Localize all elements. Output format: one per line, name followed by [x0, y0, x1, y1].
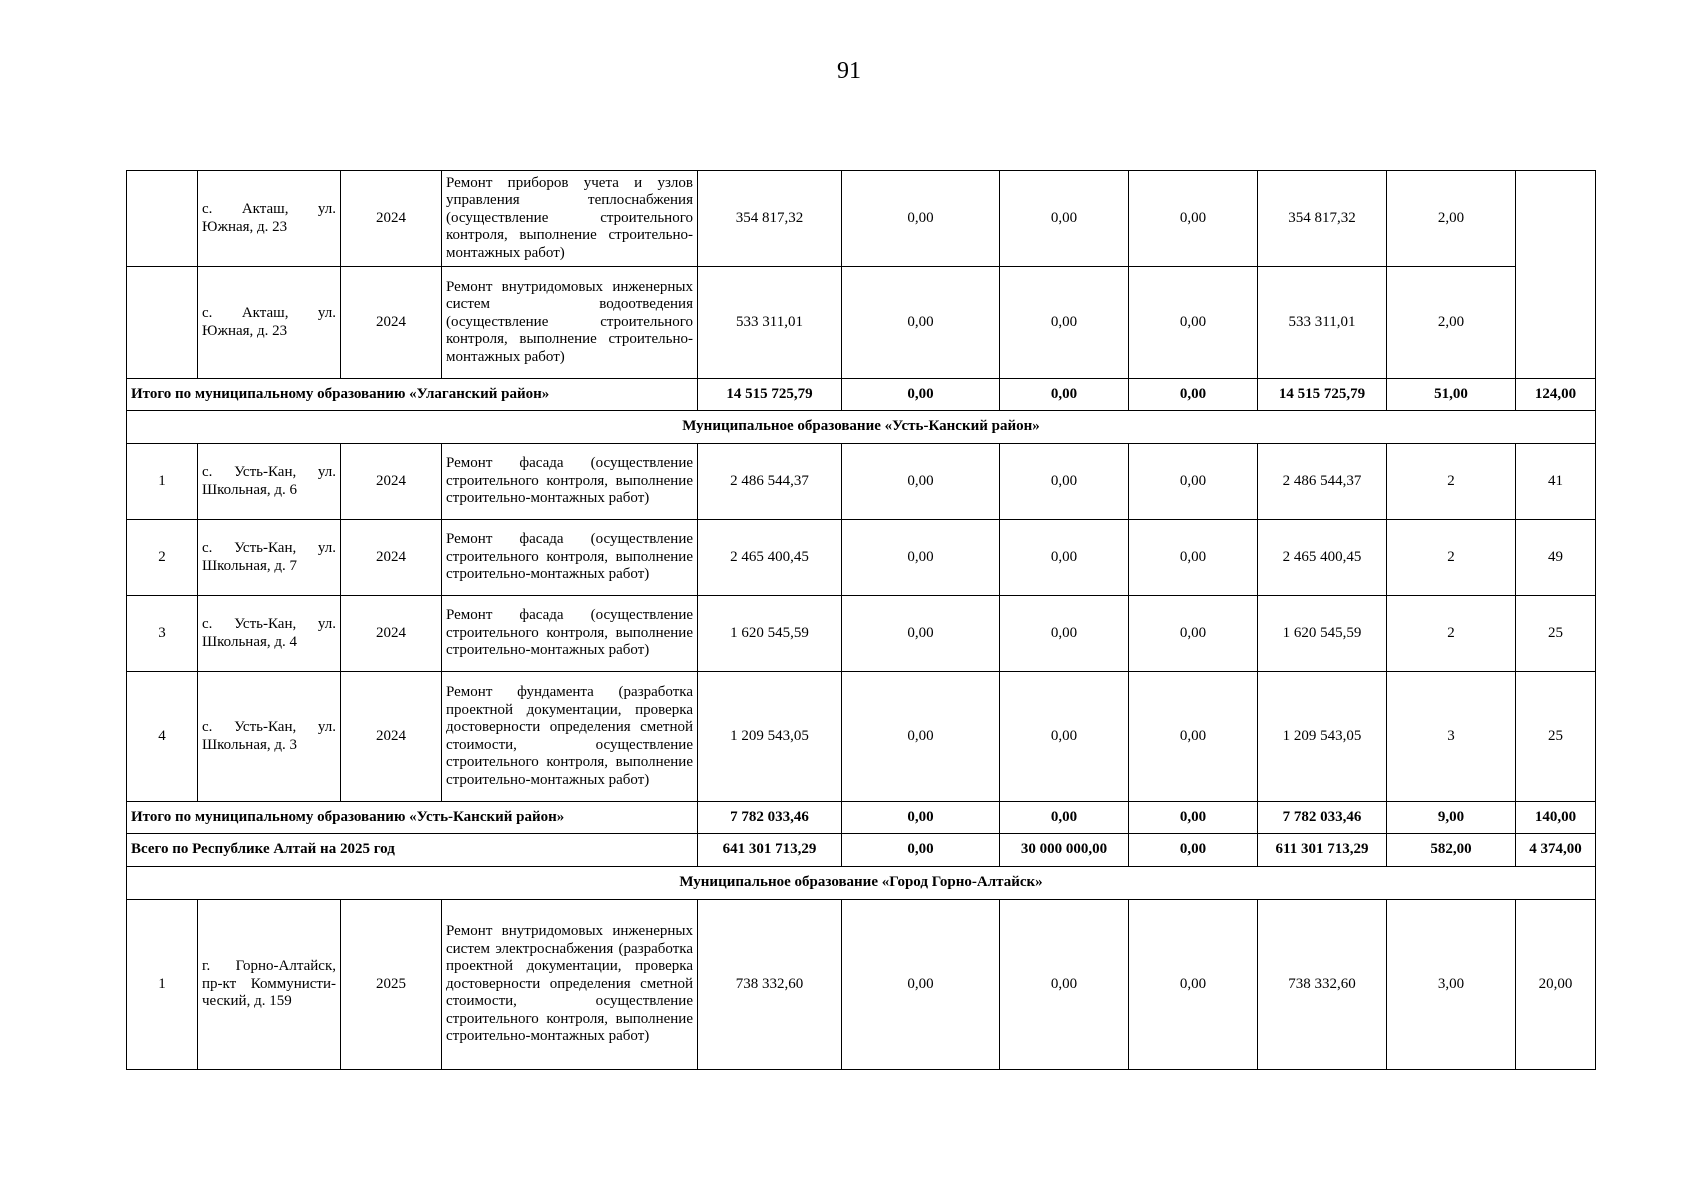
- fund-cell: 0,00: [842, 900, 1000, 1070]
- year-cell: 2024: [341, 171, 442, 267]
- municipal-budget-cell: 0,00: [1129, 379, 1258, 411]
- row-number: [127, 267, 198, 379]
- republic-budget-cell: 0,00: [1000, 802, 1129, 834]
- municipal-budget-cell: 0,00: [1129, 520, 1258, 596]
- year-cell: 2024: [341, 444, 442, 520]
- total-cost-cell: 354 817,32: [698, 171, 842, 267]
- subtotal-label: Итого по муниципальному образованию «Усть-Канский район»: [127, 802, 698, 834]
- republic-budget-cell: 0,00: [1000, 672, 1129, 802]
- capital-repair-table: [126, 170, 1596, 1070]
- address-cell: с. Усть-Кан, ул. Школьная, д. 4: [198, 596, 341, 672]
- residents-cell: 49: [1516, 520, 1596, 596]
- table-row: [127, 171, 1596, 267]
- fund-cell: 0,00: [842, 672, 1000, 802]
- residents-cell: [1516, 171, 1596, 379]
- area-cell: 3,00: [1387, 900, 1516, 1070]
- table-row: [127, 900, 1596, 1070]
- work-type-cell: Ремонт фасада (осуществление строительного контроля, выполнение строительно-монтажных работ): [442, 444, 698, 520]
- address-cell: г. Горно-Алтайск, пр-кт Коммунисти-ческий, д. 159: [198, 900, 341, 1070]
- fund-cell: 0,00: [842, 802, 1000, 834]
- address-cell: с. Акташ, ул. Южная, д. 23: [198, 171, 341, 267]
- owners-funds-cell: 1 620 545,59: [1258, 596, 1387, 672]
- owners-funds-cell: 738 332,60: [1258, 900, 1387, 1070]
- address-cell: с. Усть-Кан, ул. Школьная, д. 3: [198, 672, 341, 802]
- year-cell: 2024: [341, 596, 442, 672]
- residents-cell: 25: [1516, 596, 1596, 672]
- residents-cell: 124,00: [1516, 379, 1596, 411]
- address-cell: с. Усть-Кан, ул. Школьная, д. 6: [198, 444, 341, 520]
- total-cost-cell: 1 620 545,59: [698, 596, 842, 672]
- area-cell: 3: [1387, 672, 1516, 802]
- republic-budget-cell: 0,00: [1000, 444, 1129, 520]
- fund-cell: 0,00: [842, 834, 1000, 867]
- residents-cell: 140,00: [1516, 802, 1596, 834]
- grand-total-label: Всего по Республике Алтай на 2025 год: [127, 834, 698, 867]
- work-type-cell: Ремонт внутридомовых инженерных систем электроснабжения (разработка проектной документации, проверка достоверности определения сметной стоимости, осуществление строительного контроля, выполнение строительно-монтажных работ): [442, 900, 698, 1070]
- residents-cell: 4 374,00: [1516, 834, 1596, 867]
- area-cell: 2: [1387, 596, 1516, 672]
- municipal-budget-cell: 0,00: [1129, 596, 1258, 672]
- subtotal-label: Итого по муниципальному образованию «Улаганский район»: [127, 379, 698, 411]
- owners-funds-cell: 14 515 725,79: [1258, 379, 1387, 411]
- owners-funds-cell: 533 311,01: [1258, 267, 1387, 379]
- municipal-budget-cell: 0,00: [1129, 672, 1258, 802]
- table-row: [127, 520, 1596, 596]
- municipal-budget-cell: 0,00: [1129, 444, 1258, 520]
- work-type-cell: Ремонт фасада (осуществление строительного контроля, выполнение строительно-монтажных работ): [442, 520, 698, 596]
- residents-cell: 25: [1516, 672, 1596, 802]
- total-cost-cell: 641 301 713,29: [698, 834, 842, 867]
- owners-funds-cell: 7 782 033,46: [1258, 802, 1387, 834]
- total-cost-cell: 533 311,01: [698, 267, 842, 379]
- area-cell: 9,00: [1387, 802, 1516, 834]
- fund-cell: 0,00: [842, 596, 1000, 672]
- grand-total-row: [127, 834, 1596, 867]
- row-number: 1: [127, 444, 198, 520]
- owners-funds-cell: 611 301 713,29: [1258, 834, 1387, 867]
- municipal-budget-cell: 0,00: [1129, 834, 1258, 867]
- area-cell: 2: [1387, 520, 1516, 596]
- subtotal-row: [127, 802, 1596, 834]
- municipal-budget-cell: 0,00: [1129, 267, 1258, 379]
- row-number: 1: [127, 900, 198, 1070]
- republic-budget-cell: 0,00: [1000, 520, 1129, 596]
- work-type-cell: Ремонт фасада (осуществление строительного контроля, выполнение строительно-монтажных работ): [442, 596, 698, 672]
- total-cost-cell: 14 515 725,79: [698, 379, 842, 411]
- total-cost-cell: 738 332,60: [698, 900, 842, 1070]
- year-cell: 2025: [341, 900, 442, 1070]
- area-cell: 2,00: [1387, 171, 1516, 267]
- work-type-cell: Ремонт внутридомовых инженерных систем водоотведения (осуществление строительного контроля, выполнение строительно-монтажных работ): [442, 267, 698, 379]
- work-type-cell: Ремонт приборов учета и узлов управления теплоснабжения (осуществление строительного контроля, выполнение строительно-монтажных работ): [442, 171, 698, 267]
- residents-cell: 20,00: [1516, 900, 1596, 1070]
- year-cell: 2024: [341, 267, 442, 379]
- table-row: [127, 672, 1596, 802]
- republic-budget-cell: 0,00: [1000, 900, 1129, 1070]
- municipal-budget-cell: 0,00: [1129, 171, 1258, 267]
- fund-cell: 0,00: [842, 379, 1000, 411]
- fund-cell: 0,00: [842, 267, 1000, 379]
- area-cell: 2,00: [1387, 267, 1516, 379]
- work-type-cell: Ремонт фундамента (разработка проектной документации, проверка достоверности определения сметной стоимости, осуществление строительного контроля, выполнение строительно-монтажных работ): [442, 672, 698, 802]
- year-cell: 2024: [341, 672, 442, 802]
- owners-funds-cell: 1 209 543,05: [1258, 672, 1387, 802]
- municipal-budget-cell: 0,00: [1129, 900, 1258, 1070]
- area-cell: 582,00: [1387, 834, 1516, 867]
- section-row: [127, 867, 1596, 900]
- address-cell: с. Усть-Кан, ул. Школьная, д. 7: [198, 520, 341, 596]
- total-cost-cell: 1 209 543,05: [698, 672, 842, 802]
- fund-cell: 0,00: [842, 444, 1000, 520]
- fund-cell: 0,00: [842, 171, 1000, 267]
- owners-funds-cell: 354 817,32: [1258, 171, 1387, 267]
- year-cell: 2024: [341, 520, 442, 596]
- section-heading: Муниципальное образование «Город Горно-Алтайск»: [127, 867, 1596, 900]
- residents-cell: 41: [1516, 444, 1596, 520]
- table-row: [127, 267, 1596, 379]
- republic-budget-cell: 0,00: [1000, 171, 1129, 267]
- republic-budget-cell: 0,00: [1000, 379, 1129, 411]
- page-number: 91: [837, 58, 861, 84]
- fund-cell: 0,00: [842, 520, 1000, 596]
- owners-funds-cell: 2 465 400,45: [1258, 520, 1387, 596]
- table-row: [127, 596, 1596, 672]
- area-cell: 51,00: [1387, 379, 1516, 411]
- municipal-budget-cell: 0,00: [1129, 802, 1258, 834]
- total-cost-cell: 2 486 544,37: [698, 444, 842, 520]
- republic-budget-cell: 30 000 000,00: [1000, 834, 1129, 867]
- area-cell: 2: [1387, 444, 1516, 520]
- table-row: [127, 444, 1596, 520]
- subtotal-row: [127, 379, 1596, 411]
- row-number: 3: [127, 596, 198, 672]
- republic-budget-cell: 0,00: [1000, 596, 1129, 672]
- section-row: [127, 411, 1596, 444]
- owners-funds-cell: 2 486 544,37: [1258, 444, 1387, 520]
- row-number: 4: [127, 672, 198, 802]
- section-heading: Муниципальное образование «Усть-Канский район»: [127, 411, 1596, 444]
- republic-budget-cell: 0,00: [1000, 267, 1129, 379]
- row-number: [127, 171, 198, 267]
- address-cell: с. Акташ, ул. Южная, д. 23: [198, 267, 341, 379]
- row-number: 2: [127, 520, 198, 596]
- total-cost-cell: 2 465 400,45: [698, 520, 842, 596]
- total-cost-cell: 7 782 033,46: [698, 802, 842, 834]
